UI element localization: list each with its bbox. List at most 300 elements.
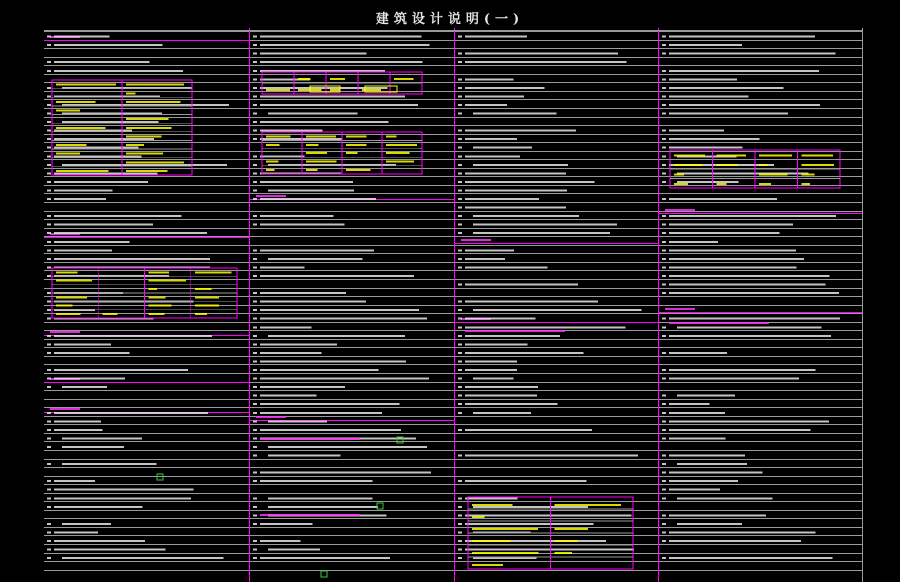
- list-number: [458, 155, 462, 157]
- list-number: [662, 378, 666, 380]
- list-number: [253, 412, 257, 414]
- list-number: [253, 352, 257, 354]
- text-line: [465, 514, 631, 516]
- text-line: [268, 497, 373, 499]
- list-number: [47, 557, 51, 559]
- text-line: [465, 403, 558, 405]
- text-line: [669, 275, 830, 277]
- list-number: [662, 489, 666, 491]
- list-number: [47, 292, 51, 294]
- list-number: [47, 343, 51, 345]
- table-cell-text: [802, 164, 835, 166]
- list-number: [458, 506, 462, 508]
- list-number: [458, 130, 462, 132]
- text-line: [260, 138, 342, 140]
- text-line: [465, 480, 586, 482]
- text-line: [669, 78, 737, 80]
- table-cell-text: [346, 144, 366, 146]
- list-number: [662, 44, 666, 46]
- list-number: [458, 104, 462, 106]
- text-line: [669, 557, 833, 559]
- text-line: [54, 44, 162, 46]
- text-line: [54, 189, 112, 191]
- list-number: [253, 113, 257, 115]
- list-number: [458, 301, 462, 303]
- list-number: [47, 104, 51, 106]
- table-cell-text: [126, 92, 135, 94]
- text-line: [54, 130, 132, 132]
- list-number: [47, 489, 51, 491]
- table-cell-text: [759, 164, 767, 166]
- text-line: [268, 420, 327, 422]
- text-line: [465, 369, 517, 371]
- table-cell-text: [306, 144, 319, 146]
- list-number: [253, 497, 257, 499]
- list-number: [662, 104, 666, 106]
- list-number: [253, 326, 257, 328]
- text-line: [54, 241, 130, 243]
- list-number: [458, 540, 462, 542]
- table-cell-text: [56, 305, 72, 307]
- list-number: [662, 147, 666, 149]
- list-number: [458, 403, 462, 405]
- table-cell-text: [306, 135, 336, 137]
- section-heading: [256, 195, 286, 197]
- table-cell-text: [56, 110, 80, 112]
- table-cell-text: [759, 155, 792, 157]
- list-number: [458, 557, 462, 559]
- table-cell-text: [126, 161, 184, 163]
- list-number: [458, 61, 462, 63]
- table-cell-text: [126, 127, 171, 129]
- text-line: [473, 506, 588, 508]
- list-number: [47, 147, 51, 149]
- text-line: [62, 523, 111, 525]
- list-number: [662, 514, 666, 516]
- text-line: [669, 455, 745, 457]
- text-line: [54, 36, 110, 38]
- table-cell-text: [126, 101, 181, 103]
- list-number: [47, 540, 51, 542]
- text-line: [669, 335, 831, 337]
- list-number: [458, 335, 462, 337]
- text-line: [260, 429, 401, 431]
- text-line: [260, 292, 346, 294]
- text-line: [465, 87, 545, 89]
- text-line: [677, 463, 747, 465]
- text-line: [54, 147, 139, 149]
- list-number: [47, 506, 51, 508]
- list-number: [47, 121, 51, 123]
- text-line: [260, 395, 317, 397]
- text-line: [62, 386, 107, 388]
- text-line: [465, 249, 514, 251]
- text-line: [54, 549, 165, 551]
- list-number: [47, 386, 51, 388]
- text-line: [669, 489, 720, 491]
- list-number: [662, 215, 666, 217]
- table-cell-text: [56, 153, 80, 155]
- table-cell-text: [266, 144, 279, 146]
- table-cell-text: [266, 169, 275, 171]
- section-heading: [256, 416, 286, 418]
- table-cell-text: [674, 164, 702, 166]
- list-number: [662, 113, 666, 115]
- list-number: [253, 420, 257, 422]
- list-number: [662, 53, 666, 55]
- table-cell-text: [717, 164, 738, 166]
- text-line: [54, 181, 148, 183]
- list-number: [662, 403, 666, 405]
- table-cell-text: [126, 135, 161, 137]
- list-number: [662, 95, 666, 97]
- text-line: [669, 412, 725, 414]
- list-number: [253, 549, 257, 551]
- list-number: [47, 70, 51, 72]
- table-cell-text: [674, 183, 688, 185]
- text-line: [465, 429, 592, 431]
- list-number: [458, 497, 462, 499]
- text-line: [260, 224, 344, 226]
- text-line: [268, 455, 341, 457]
- table-cell-text: [56, 313, 80, 315]
- list-number: [662, 531, 666, 533]
- table-cell-text: [394, 78, 414, 80]
- table-cell-text: [717, 183, 727, 185]
- list-number: [253, 292, 257, 294]
- list-number: [47, 241, 51, 243]
- text-line: [260, 378, 429, 380]
- list-number: [253, 301, 257, 303]
- text-line: [62, 121, 159, 123]
- list-number: [458, 172, 462, 174]
- text-line: [54, 343, 111, 345]
- list-number: [458, 232, 462, 234]
- list-number: [662, 523, 666, 525]
- text-line: [62, 463, 156, 465]
- table-cell-text: [266, 161, 278, 163]
- list-number: [458, 138, 462, 140]
- text-line: [62, 437, 142, 439]
- list-number: [662, 258, 666, 260]
- text-line: [473, 557, 536, 559]
- table-cell-text: [56, 280, 92, 282]
- text-line: [669, 292, 839, 294]
- table-cell-text: [759, 174, 787, 176]
- list-number: [47, 497, 51, 499]
- list-number: [662, 455, 666, 457]
- table-cell-text: [802, 183, 810, 185]
- table-cell-text: [555, 504, 621, 506]
- list-number: [47, 36, 51, 38]
- text-line: [669, 147, 742, 149]
- list-number: [662, 540, 666, 542]
- list-number: [662, 284, 666, 286]
- list-number: [458, 369, 462, 371]
- list-number: [253, 258, 257, 260]
- list-number: [458, 258, 462, 260]
- text-line: [465, 53, 618, 55]
- text-line: [268, 189, 354, 191]
- text-line: [260, 275, 414, 277]
- table-cell-text: [306, 152, 327, 154]
- list-number: [253, 198, 257, 200]
- table-cell-text: [195, 288, 212, 290]
- text-line: [54, 198, 106, 200]
- list-number: [662, 275, 666, 277]
- text-line: [54, 232, 207, 234]
- text-line: [54, 429, 103, 431]
- text-line: [260, 412, 382, 414]
- table-cell-text: [472, 504, 513, 506]
- list-number: [458, 412, 462, 414]
- text-line: [465, 335, 560, 337]
- table-cell-text: [802, 174, 815, 176]
- highlight-text: [669, 322, 769, 324]
- text-line: [669, 241, 718, 243]
- table-cell-text: [56, 84, 116, 86]
- text-line: [669, 437, 725, 439]
- text-line: [669, 215, 836, 217]
- list-number: [253, 104, 257, 106]
- list-number: [662, 164, 666, 166]
- table-cell-text: [126, 170, 168, 172]
- list-number: [47, 531, 51, 533]
- table-cell-text: [472, 564, 503, 566]
- list-number: [662, 412, 666, 414]
- text-line: [54, 506, 143, 508]
- section-heading: [665, 308, 695, 310]
- list-number: [253, 36, 257, 38]
- table-cell-text: [195, 271, 232, 273]
- list-number: [253, 446, 257, 448]
- text-line: [260, 343, 337, 345]
- green-marker: [157, 474, 163, 480]
- text-line: [465, 266, 548, 268]
- list-number: [253, 455, 257, 457]
- text-line: [260, 70, 385, 72]
- table-cell-text: [306, 169, 317, 171]
- text-line: [473, 224, 617, 226]
- table-cell-text: [386, 144, 417, 146]
- list-number: [253, 557, 257, 559]
- text-line: [465, 181, 594, 183]
- text-line: [62, 446, 124, 448]
- text-line: [260, 121, 388, 123]
- text-line: [260, 557, 390, 559]
- text-line: [465, 104, 507, 106]
- text-line: [54, 480, 95, 482]
- list-number: [458, 181, 462, 183]
- text-line: [54, 215, 181, 217]
- list-number: [662, 395, 666, 397]
- list-number: [662, 352, 666, 354]
- list-number: [253, 318, 257, 320]
- text-line: [465, 61, 627, 63]
- table-cell-text: [472, 540, 511, 542]
- list-number: [47, 437, 51, 439]
- list-number: [253, 429, 257, 431]
- text-line: [260, 386, 345, 388]
- list-number: [458, 343, 462, 345]
- table-cell-text: [472, 516, 484, 518]
- text-line: [54, 352, 130, 354]
- text-line: [465, 198, 539, 200]
- list-number: [662, 463, 666, 465]
- text-line: [669, 44, 742, 46]
- text-line: [669, 480, 738, 482]
- text-line: [669, 266, 797, 268]
- list-number: [253, 215, 257, 217]
- list-number: [253, 53, 257, 55]
- table-cell-text: [802, 155, 834, 157]
- list-number: [47, 61, 51, 63]
- list-number: [47, 463, 51, 465]
- list-number: [458, 215, 462, 217]
- table-cell-text: [195, 305, 219, 307]
- text-line: [260, 352, 321, 354]
- text-line: [465, 258, 505, 260]
- list-number: [662, 249, 666, 251]
- text-line: [62, 164, 227, 166]
- list-number: [47, 258, 51, 260]
- text-line: [260, 104, 418, 106]
- list-number: [47, 249, 51, 251]
- text-line: [260, 472, 431, 474]
- list-number: [253, 121, 257, 123]
- section-heading: [50, 331, 80, 333]
- list-number: [47, 275, 51, 277]
- list-number: [253, 249, 257, 251]
- list-number: [253, 78, 257, 80]
- list-number: [253, 172, 257, 174]
- list-number: [47, 412, 51, 414]
- list-number: [253, 155, 257, 157]
- list-number: [662, 155, 666, 157]
- list-number: [47, 378, 51, 380]
- table-cell-text: [149, 296, 166, 298]
- list-number: [458, 198, 462, 200]
- text-line: [268, 549, 320, 551]
- list-number: [47, 138, 51, 140]
- list-number: [458, 360, 462, 362]
- list-number: [47, 309, 51, 311]
- list-number: [253, 130, 257, 132]
- table-cell-text: [56, 271, 77, 273]
- text-line: [465, 36, 527, 38]
- list-number: [662, 36, 666, 38]
- text-line: [465, 301, 598, 303]
- text-line: [465, 78, 513, 80]
- table-cell-text: [386, 152, 410, 154]
- list-number: [47, 429, 51, 431]
- text-line: [54, 224, 153, 226]
- text-line: [473, 412, 531, 414]
- list-number: [662, 557, 666, 559]
- list-number: [458, 514, 462, 516]
- list-number: [253, 189, 257, 191]
- list-number: [253, 309, 257, 311]
- text-line: [669, 232, 780, 234]
- text-line: [465, 343, 528, 345]
- table-cell-text: [195, 313, 207, 315]
- text-line: [677, 172, 808, 174]
- list-number: [47, 95, 51, 97]
- list-number: [662, 172, 666, 174]
- text-line: [54, 258, 210, 260]
- text-line: [260, 540, 300, 542]
- text-line: [54, 61, 149, 63]
- list-number: [253, 70, 257, 72]
- list-number: [253, 343, 257, 345]
- list-number: [253, 61, 257, 63]
- table-cell-text: [126, 144, 144, 146]
- text-line: [669, 258, 804, 260]
- list-number: [458, 395, 462, 397]
- text-line: [669, 224, 793, 226]
- highlight-text: [260, 438, 360, 440]
- list-number: [662, 78, 666, 80]
- text-line: [54, 420, 101, 422]
- table-cell-text: [717, 155, 747, 157]
- text-line: [268, 258, 362, 260]
- text-line: [669, 369, 816, 371]
- section-heading: [461, 239, 491, 241]
- list-number: [458, 164, 462, 166]
- list-number: [662, 420, 666, 422]
- text-line: [669, 113, 788, 115]
- list-number: [47, 266, 51, 268]
- list-number: [47, 335, 51, 337]
- text-line: [54, 335, 212, 337]
- list-number: [458, 352, 462, 354]
- list-number: [253, 540, 257, 542]
- list-number: [253, 360, 257, 362]
- table-cell-text: [472, 528, 538, 530]
- list-number: [47, 369, 51, 371]
- list-number: [458, 113, 462, 115]
- list-number: [662, 480, 666, 482]
- list-number: [458, 523, 462, 525]
- text-line: [669, 87, 783, 89]
- list-number: [47, 301, 51, 303]
- text-line: [669, 540, 801, 542]
- text-line: [260, 318, 427, 320]
- green-marker: [321, 571, 327, 577]
- list-number: [47, 318, 51, 320]
- list-number: [47, 215, 51, 217]
- text-line: [268, 446, 427, 448]
- text-line: [669, 352, 727, 354]
- table-cell-text: [126, 118, 169, 120]
- table-cell-text: [56, 296, 87, 298]
- text-line: [54, 138, 154, 140]
- text-line: [465, 138, 517, 140]
- text-line: [677, 326, 822, 328]
- text-line: [54, 412, 208, 414]
- text-line: [669, 531, 816, 533]
- list-number: [458, 455, 462, 457]
- table-cell-text: [555, 528, 588, 530]
- text-line: [677, 523, 742, 525]
- text-line: [268, 335, 405, 337]
- table-cell-text: [759, 183, 771, 185]
- list-number: [47, 155, 51, 157]
- table-cell-text: [266, 89, 290, 91]
- text-line: [54, 489, 194, 491]
- text-line: [669, 36, 815, 38]
- list-number: [662, 497, 666, 499]
